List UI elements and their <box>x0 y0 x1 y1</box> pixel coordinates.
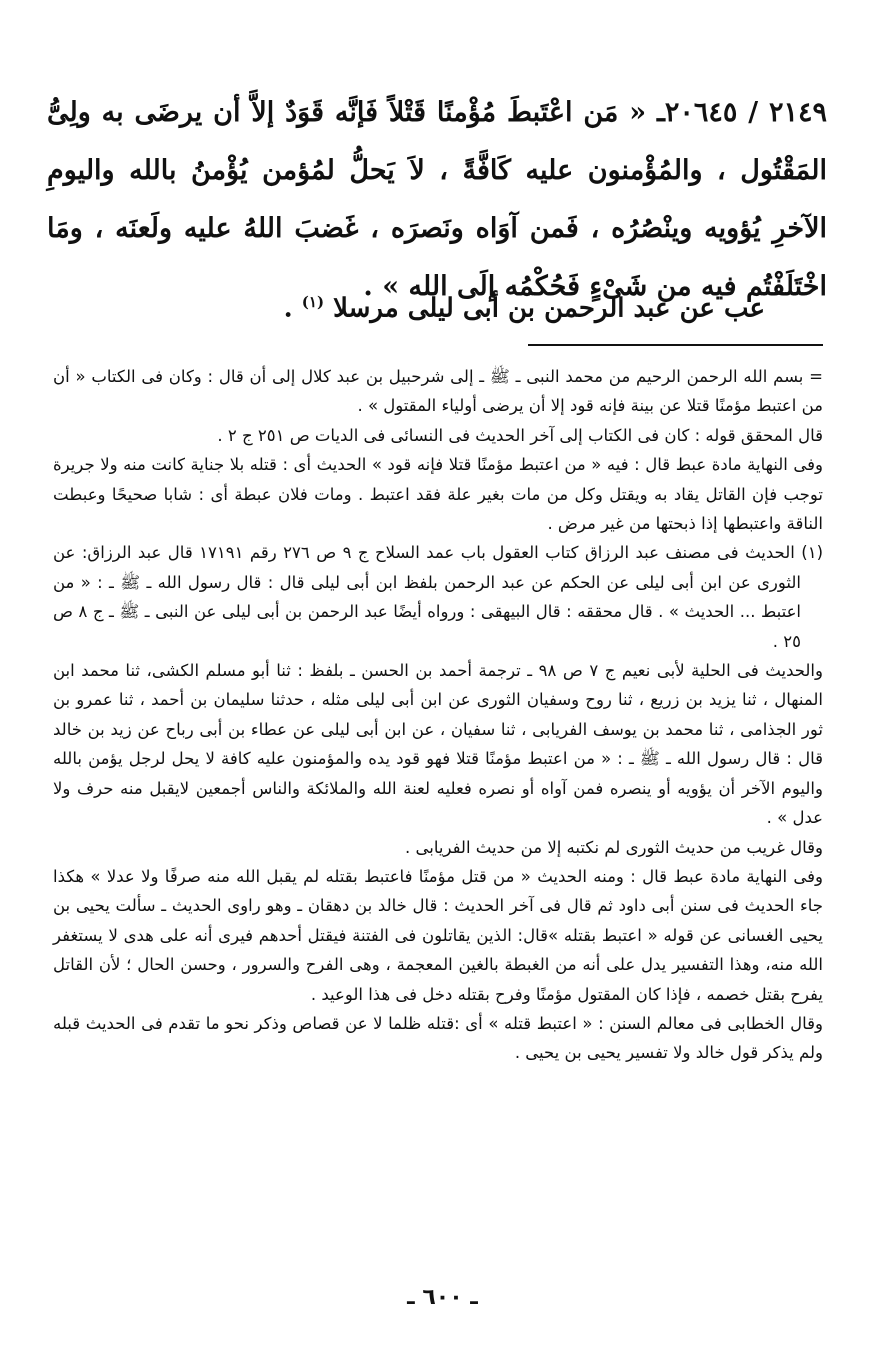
footnotes <box>53 362 823 1068</box>
footnote-paragraph: وقال غريب من حديث الثورى لم نكتبه إلا من حديث الفريابى . <box>405 837 823 857</box>
footnote-1: (١) الحديث فى مصنف عبد الرزاق كتاب العقول باب عمد السلاح ج ٩ ص ٢٧٦ رقم ١٧١٩١ قال عبد الرزاق: عن الثورى عن ابن أبى ليلى عن الحكم عن عبد الرحمن بلفظ ابن أبى ليلى قال : قال رسول الله ـ ﷺ ـ : « من اعتبط ... الحديث » . قال محققه : قال البيهقى : ورواه أيضًا عبد الرحمن بن أبى ليلى عن النبى ـ ﷺ ـ ج ٨ ص ٢٥ . <box>53 543 823 651</box>
footnote-paragraph: وفى النهاية مادة عبط قال : فيه « من اعتبط مؤمنًا قتلا فإنه قود » الحديث أى : قتله بلا جناية كانت منه ولا جريرة توجب فإن القاتل يقاد به ويقتل وكل من مات بغير علة فقد اعتبط . ومات فلان عبطة أى : شابا صحيحًا وعبطت الناقة واعتبطها إذا ذبحتها من غير مرض . <box>53 455 823 534</box>
footnote-paragraph: وقال الخطابى فى معالم السنن : « اعتبط قتله » أى :قتله ظلما لا عن قصاص وذكر نحو ما تقدم فى الحديث قبله ولم يذكر قول خالد ولا تفسير يحيى بن يحيى . <box>53 1013 823 1063</box>
footnote-continuation: = بسم الله الرحمن الرحيم من محمد النبى ـ ﷺ ـ إلى شرحبيل بن عبد كلال إلى أن قال : وكان فى الكتاب « أن من اعتبط مؤمنًا قتلا عن بينة فإنه قود إلا أن يرضى أولياء المقتول » . <box>53 367 823 416</box>
footnote-divider <box>528 344 823 346</box>
footnote-reference: (١) <box>301 293 325 311</box>
hadith-source: عب عن عبد الرحمن بن أبى ليلى مرسلا <box>333 293 765 324</box>
footnote-paragraph: وفى النهاية مادة عبط قال : ومنه الحديث « من قتل مؤمنًا فاعتبط بقتله لم يقبل الله منه صرفًا ولا عدلا » هكذا جاء الحديث فى سنن أبى داود ثم قال فى آخر الحديث : قال خالد بن دهقان ـ وهو راوى الحديث ـ سألت يحيى بن يحيى الغسانى عن قوله « اعتبط بقتله »قال: الذين يقاتلون فى الفتنة فيقتل أحدهم فيرى أنه على هدى لا يستغفر الله منه، وهذا التفسير يدل على أنه من الغبطة بالغين المعجمة ، وهى الفرح والسرور ، وحسن الحال ؛ لأن القاتل يفرح بقتل خصمه ، فإذا كان المقتول مؤمنًا وفرح بقتله دخل فى هذا الوعيد . <box>53 866 823 1004</box>
hadith-source-end: . <box>283 293 293 324</box>
page-number: ـ ٦٠٠ ـ <box>407 1285 478 1310</box>
hadith-source-line <box>85 282 765 329</box>
hadith-text: ٢١٤٩ / ٢٠٦٤٥ـ « مَن اعْتَبطَ مُؤْمنًا قَتْلاً فَإنَّه قَوَدٌ إلاَّ أن يرضَى به ولِىُّ المَقْتُول ، والمُؤْمنون عليه كَافَّةً ، لاَ يَحلُّ لمُؤمن يُؤْمنُ بالله واليومِ الآخرِ يُؤويه وينْصُرُه ، فَمن آوَاه ونَصرَه ، غَضبَ اللهُ عليه ولَعنَه ، ومَا اخْتَلَفْتُم فيه من شَىْءٍ فَحُكْمُه إلَى الله » . <box>47 97 827 302</box>
footnote-paragraph: قال المحقق قوله : كان فى الكتاب إلى آخر الحديث فى النسائى فى الديات ص ٢٥١ ج ٢ . <box>217 425 823 445</box>
footnote-paragraph: والحديث فى الحلية لأبى نعيم ج ٧ ص ٩٨ ـ ترجمة أحمد بن الحسن ـ بلفظ : ثنا أبو مسلم الكشى، ثنا محمد ابن المنهال ، ثنا يزيد بن زريع ، ثنا روح وسفيان الثورى عن ابن أبى ليلى مثله ، حدثنا سليمان بن أحمد ، ثنا عمرو بن ثور الجذامى ، ثنا محمد بن يوسف الفريابى ، ثنا سفيان ، عن ابن أبى ليلى عن عطاء بن أبى رباح عن زيد بن خالد قال : قال رسول الله ـ ﷺ ـ : « من اعتبط مؤمنًا قتلا فهو قود يده والمؤمنون عليه كافة لا يحل لرجل يؤمن بالله واليوم الآخر أن يؤويه أو ينصره فمن آواه أو نصره فعليه لعنة الله والملائكة والناس أجمعين لايقبل منه حرف ولا عدل » . <box>53 661 823 828</box>
